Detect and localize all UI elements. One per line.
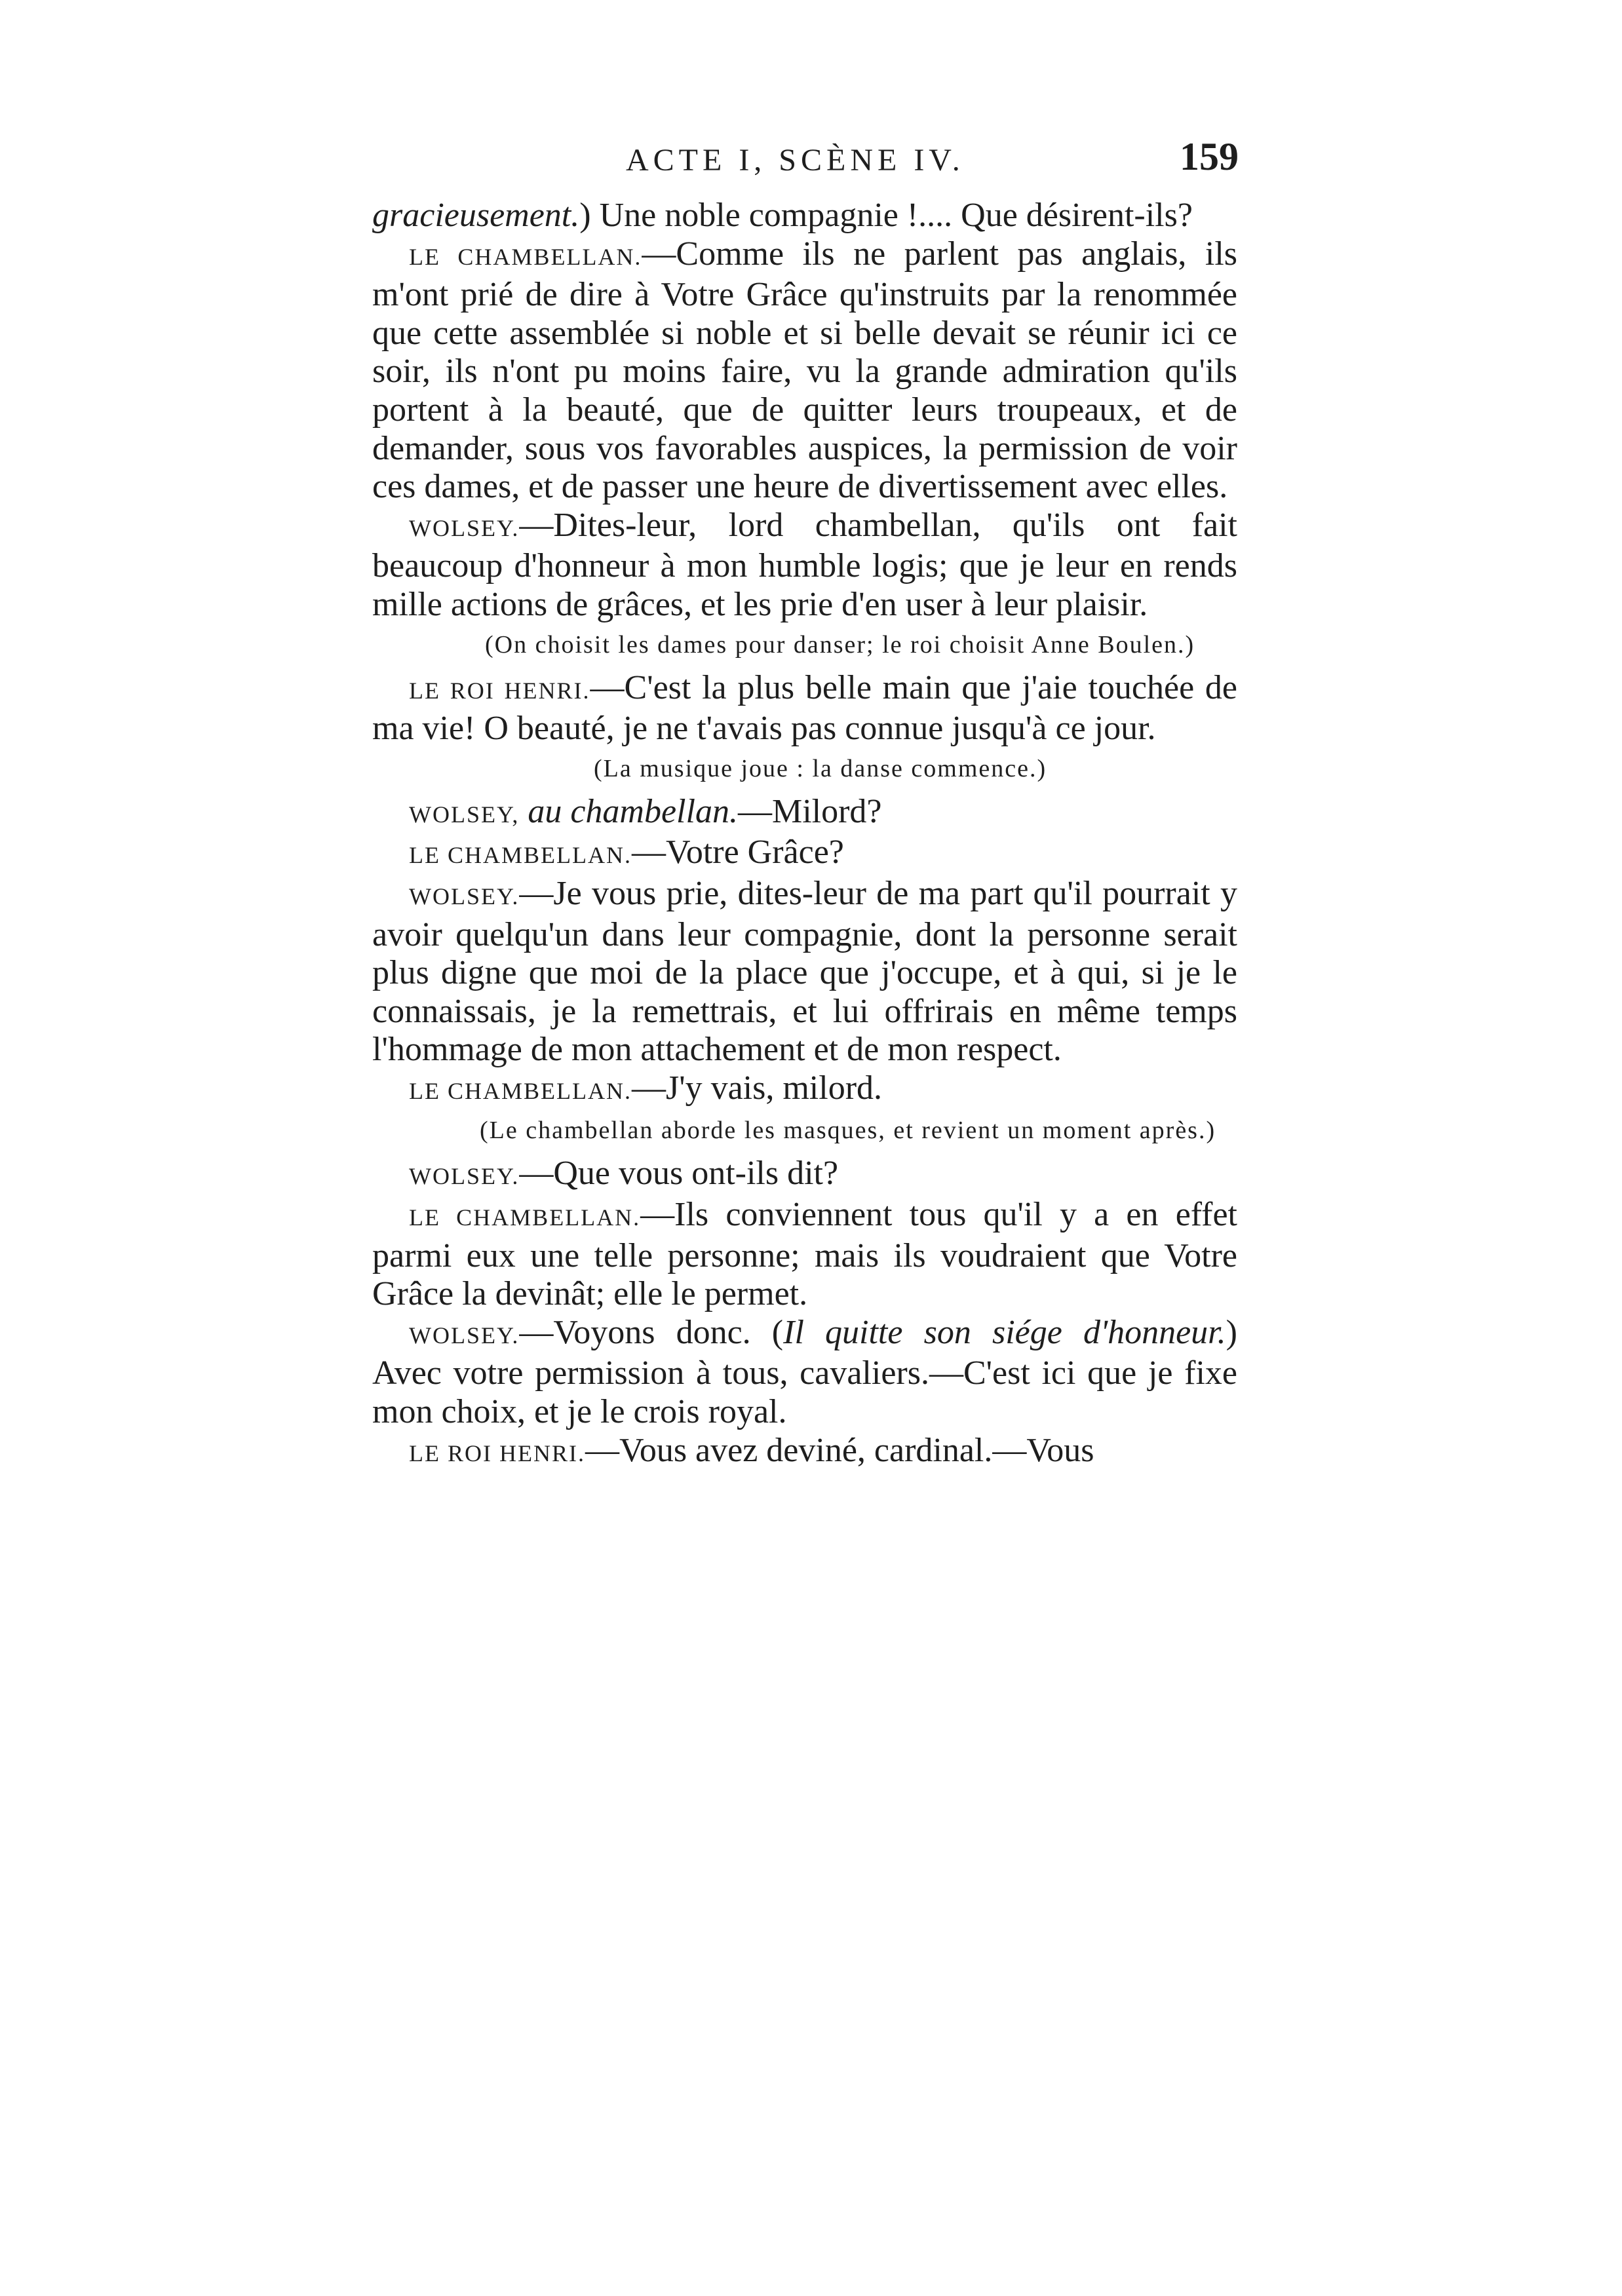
stage-direction: (La musique joue : la danse commence.)	[594, 754, 1047, 782]
speech-paragraph	[372, 669, 1237, 748]
stage-direction: (Le chambellan aborde les masques, et revient un moment après.)	[480, 1117, 1216, 1145]
speech-text: ) Avec votre permission à tous, cavaliers.—C'est ici que je fixe mon choix, et je le crois royal.	[372, 1313, 1237, 1431]
speech-text: —Comme ils ne parlent pas anglais, ils m'ont prié de dire à Votre Grâce qu'instruits par la renommée que cette assemblée si noble et si belle devait se réunir ici ce soir, ils n'ont pu moins faire, vu la grande admiration qu'ils portent à la beauté, que de quitter leurs troupeaux, et de demander, sous vos favorables auspices, la permission de voir ces dames, et de passer une heure de divertissement avec elles.	[372, 235, 1237, 506]
page-number: 159	[1180, 135, 1239, 178]
speech-paragraph	[372, 507, 1237, 624]
speech-text: —Je vous prie, dites-leur de ma part qu'il pourrait y avoir quelqu'un dans leur compagnie, dont la personne serait plus digne que moi de la place que j'occupe, et à qui, si je le connaissais, je la remettrais, et lui offrirais en même temps l'hommage de mon attachement et de mon respect.	[372, 874, 1237, 1069]
speech-paragraph	[372, 1069, 1237, 1111]
italic-text: au chambellan.	[528, 792, 738, 830]
speech-text: —C'est la plus belle main que j'aie touchée de ma vie! O beauté, je ne t'avais pas connue jusqu'à ce jour.	[372, 668, 1238, 748]
speech-paragraph	[372, 235, 1237, 507]
speaker-name: LE CHAMBELLAN.	[409, 1204, 641, 1231]
speech-text: ) Une noble compagnie !.... Que désirent-ils?	[579, 197, 1193, 234]
text-body	[372, 197, 1237, 1472]
speech-paragraph	[372, 197, 1237, 235]
speech-text: —Ils conviennent tous qu'il y a en effet parmi eux une telle personne; mais ils voudraient que Votre Grâce la devinât; elle le permet.	[372, 1196, 1237, 1313]
speech-text: —Milord?	[737, 792, 882, 830]
speaker-name: WOLSEY,	[409, 801, 520, 828]
speech-paragraph	[372, 833, 1237, 875]
running-title: ACTE I, SCÈNE IV.	[626, 143, 965, 178]
speech-paragraph	[372, 1432, 1237, 1473]
speech-text: —Dites-leur, lord chambellan, qu'ils ont fait beaucoup d'honneur à mon humble logis; que je leur en rends mille actions de grâces, et les prie d'en user à leur plaisir.	[372, 506, 1237, 623]
speech-paragraph	[372, 1155, 1237, 1196]
speaker-name: LE CHAMBELLAN.	[409, 243, 642, 270]
italic-text: Il quitte son siége d'honneur.	[783, 1313, 1226, 1351]
speech-text: —Que vous ont-ils dit?	[519, 1155, 839, 1193]
speaker-name: LE CHAMBELLAN.	[409, 1077, 632, 1104]
speech-paragraph	[372, 1196, 1237, 1314]
speaker-name: LE CHAMBELLAN.	[409, 842, 632, 869]
stage-direction: (On choisit les dames pour danser; le roi choisit Anne Boulen.)	[485, 630, 1195, 659]
page-header	[626, 134, 1239, 193]
speech-paragraph	[372, 1314, 1237, 1432]
italic-text: gracieusement.	[372, 197, 580, 234]
speech-text: —Votre Grâce?	[631, 833, 844, 871]
speaker-name: LE ROI HENRI.	[409, 1440, 585, 1466]
speech-paragraph	[372, 875, 1237, 1069]
speaker-name: WOLSEY.	[409, 1163, 520, 1190]
speech-text: —Voyons donc. (	[519, 1313, 784, 1351]
speech-text	[519, 793, 528, 830]
speaker-name: WOLSEY.	[409, 1322, 520, 1349]
speaker-name: LE ROI HENRI.	[409, 677, 590, 704]
speech-paragraph	[372, 793, 1237, 834]
speech-text: —J'y vais, milord.	[631, 1069, 883, 1107]
speaker-name: WOLSEY.	[409, 514, 520, 541]
speaker-name: WOLSEY.	[409, 883, 520, 909]
speech-text: —Vous avez deviné, cardinal.—Vous	[585, 1431, 1094, 1469]
